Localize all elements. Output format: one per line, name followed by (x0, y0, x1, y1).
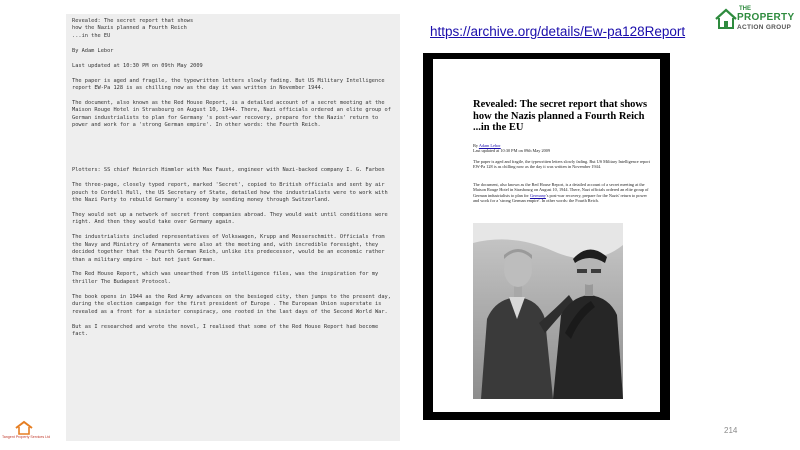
article-page (433, 59, 660, 412)
source-paragraph: The three-page, closely typed report, marked 'Secret', copied to British officials and sent by air pouch to Cordell Hull, the US Secretary of State, detailed how the industrialists were to work with the Nazi Party to rebuild Germany's economy by sending money through Switzerland. (72, 182, 388, 203)
article-meta (473, 143, 653, 154)
property-action-group-logo (713, 4, 797, 34)
historical-photo (473, 223, 623, 399)
source-title-line: Revealed: The secret report that shows (72, 18, 194, 24)
germany-link[interactable]: Germany (529, 192, 546, 198)
house-logo-icon (713, 6, 739, 32)
article-snapshot (423, 53, 670, 420)
source-title-line: ...in the EU (72, 32, 111, 39)
archive-link[interactable]: https://archive.org/details/Ew-pa128Report (430, 24, 686, 39)
source-text-panel (66, 14, 400, 441)
source-paragraph: They would set up a network of secret front companies abroad. They would wait until conditions were right. And then they would take over Germany again. (72, 211, 388, 226)
house-icon (14, 420, 34, 435)
source-byline: By Adam Lebor (72, 47, 114, 54)
logo-property: PROPERTY (737, 12, 795, 23)
source-updated: Last updated at 10:30 PM on 09th May 2009 (72, 62, 203, 69)
logo-action-group: ACTION GROUP (737, 24, 792, 31)
source-paragraph: The paper is aged and fragile, the typewritten letters slowly fading. But US Military Intelligence report EW-Pa 128 is as chilling now as the day it was written in November 1944. (72, 77, 385, 92)
paragraph-text: 's post-war recovery, prepare for the Nazis' return to power and work for a 'strong German empire'. In other words: the Fourth Reich. (473, 192, 647, 204)
page-number: 214 (724, 426, 738, 435)
source-paragraph: The Red House Report, which was unearthed from US intelligence files, was the inspiration for my thriller The Budapest Protocol. (72, 271, 379, 285)
source-title (72, 18, 394, 40)
logo-the: THE (739, 6, 751, 12)
byline-prefix: By (473, 143, 479, 148)
article-paragraph: The paper is aged and fragile, the typewritten letters slowly fading. But US Military Intelligence report EW-Pa 128 is as chilling now as the day it was written in November 1944. (473, 159, 650, 170)
source-paragraph: The document, also known as the Red House Report, is a detailed account of a secret meeting at the Maison Rouge Hotel in Strasbourg on August 10, 1944. There, Nazi officials ordered an elite group of German industrialists to plan for Germany 's post-war recovery, prepare for the Nazis' return to power and work for a 'strong German empire'. In other words: the Fourth Reich. (72, 99, 391, 129)
source-paragraph: But as I researched and wrote the novel, I realised that some of the Red House Report had become fact. (72, 323, 379, 338)
article-updated: Last updated at 10:30 PM on 09th May 2009 (473, 148, 551, 154)
paragraph-text: The document, also known as the Red House Report, is a detailed account of a secret meeting at the Maison Rouge Hotel in Strasbourg on August 10, 1944. There, Nazi officials ordered an elite group of German industrialists to plan for (473, 182, 649, 198)
source-paragraph: The book opens in 1944 as the Red Army advances on the besieged city, then jumps to the present day, during the election campaign for the first president of Europe . The European Union superstate is revealed as a front for a sinister conspiracy, one rooted in the last days of the Second World War. (72, 293, 391, 315)
author-link[interactable]: Adam Lebor (478, 143, 501, 148)
source-photo-caption: Plotters: SS chief Heinrich Himmler with Max Faust, engineer with Nazi-backed company I. G. Farben (72, 167, 385, 174)
tangent-logo (2, 420, 51, 442)
article-title: Revealed: The secret report that shows how the Nazis planned a Fourth Reich ...in the EU (473, 99, 648, 133)
source-title-line: how the Nazis planned a Fourth Reich (72, 25, 187, 32)
article-paragraph (473, 182, 653, 204)
source-paragraph: The industrialists included representatives of Volkswagen, Krupp and Messerschmitt. Officials from the Navy and Ministry of Armaments were also at the meeting and, with incredible foresight, they decided together that the Fourth German Reich, unlike its predecessor, would be an economic rather than a military empire - but not just German. (72, 234, 385, 263)
tangent-caption: Tangent Property Services Ltd (2, 435, 51, 439)
source-image-gap (72, 137, 394, 167)
